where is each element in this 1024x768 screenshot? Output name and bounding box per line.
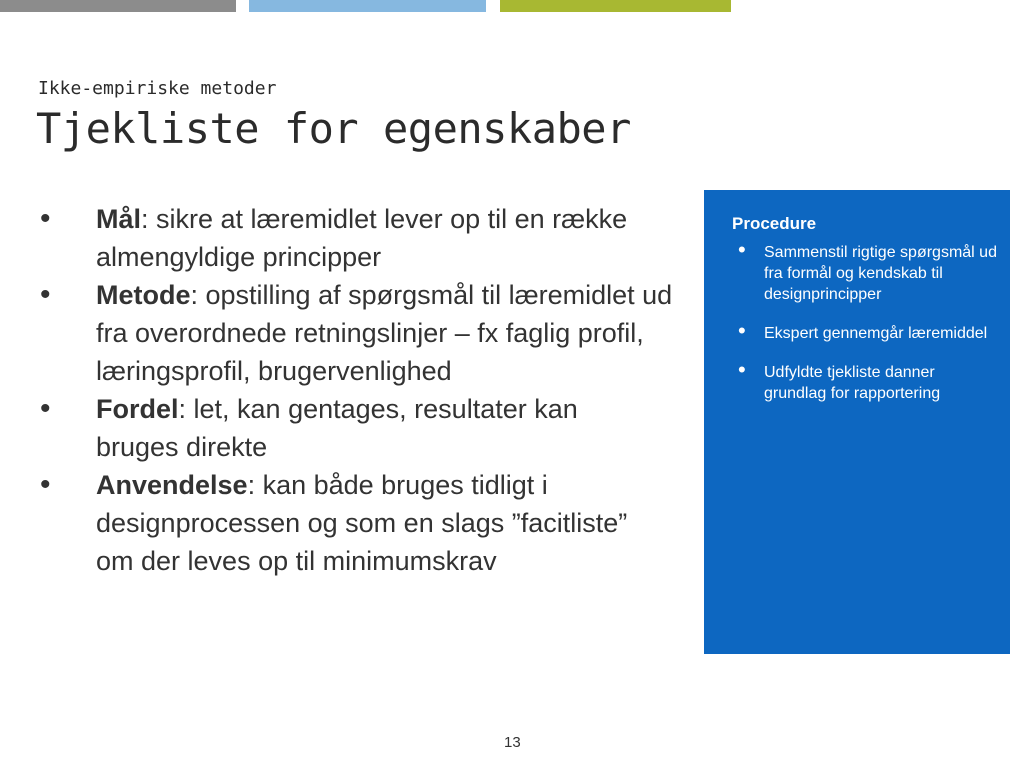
bullet-text: : sikre at læremidlet lever op til en række almengyldige principper [96, 204, 628, 272]
procedure-item-text: Sammenstil rigtige spørgsmål ud fra formål og kendskab til designprincipper [764, 244, 997, 303]
bullet-term: Anvendelse [96, 470, 248, 500]
bullet-text: : opstilling af spørgsmål til læremidlet ud fra overordnede retningslinjer – fx faglig profil, læringsprofil, brugervenlighed [96, 280, 673, 386]
procedure-item [738, 318, 998, 344]
slide-subtitle: Ikke-empiriske metoder [38, 78, 277, 99]
bullet-item-maal [40, 200, 656, 276]
procedure-item [738, 237, 998, 305]
bullet-term: Fordel [96, 394, 179, 424]
procedure-item-text: Ekspert gennemgår læremiddel [764, 325, 988, 342]
bullet-dot-icon: • [738, 318, 746, 343]
bullet-dot-icon: • [40, 278, 51, 311]
bullet-item-fordel [40, 390, 656, 466]
bullet-list [40, 200, 700, 580]
bullet-dot-icon: • [738, 357, 746, 382]
procedure-panel [704, 190, 1010, 654]
top-bar-gray [0, 0, 236, 12]
bullet-text: : kan både bruges tidligt i designprocessen og som en slags ”facitliste” om der leves op til minimumskrav [96, 470, 628, 576]
top-bar-blue [249, 0, 486, 12]
bullet-text: : let, kan gentages, resultater kan bruges direkte [96, 394, 578, 462]
bullet-item-anvendelse [40, 466, 656, 580]
procedure-title: Procedure [732, 214, 817, 233]
bullet-dot-icon: • [738, 237, 746, 262]
top-bar-green [500, 0, 731, 12]
slide-title: Tjekliste for egenskaber [36, 104, 631, 153]
page-number: 13 [504, 734, 521, 751]
bullet-dot-icon: • [40, 392, 51, 425]
bullet-dot-icon: • [40, 202, 51, 235]
bullet-item-metode [40, 276, 696, 390]
procedure-item [738, 357, 998, 404]
bullet-term: Mål [96, 204, 142, 234]
bullet-dot-icon: • [40, 468, 51, 501]
procedure-item-text: Udfyldte tjekliste danner grundlag for rapportering [764, 364, 941, 402]
bullet-term: Metode [96, 280, 191, 310]
procedure-list [738, 237, 998, 422]
